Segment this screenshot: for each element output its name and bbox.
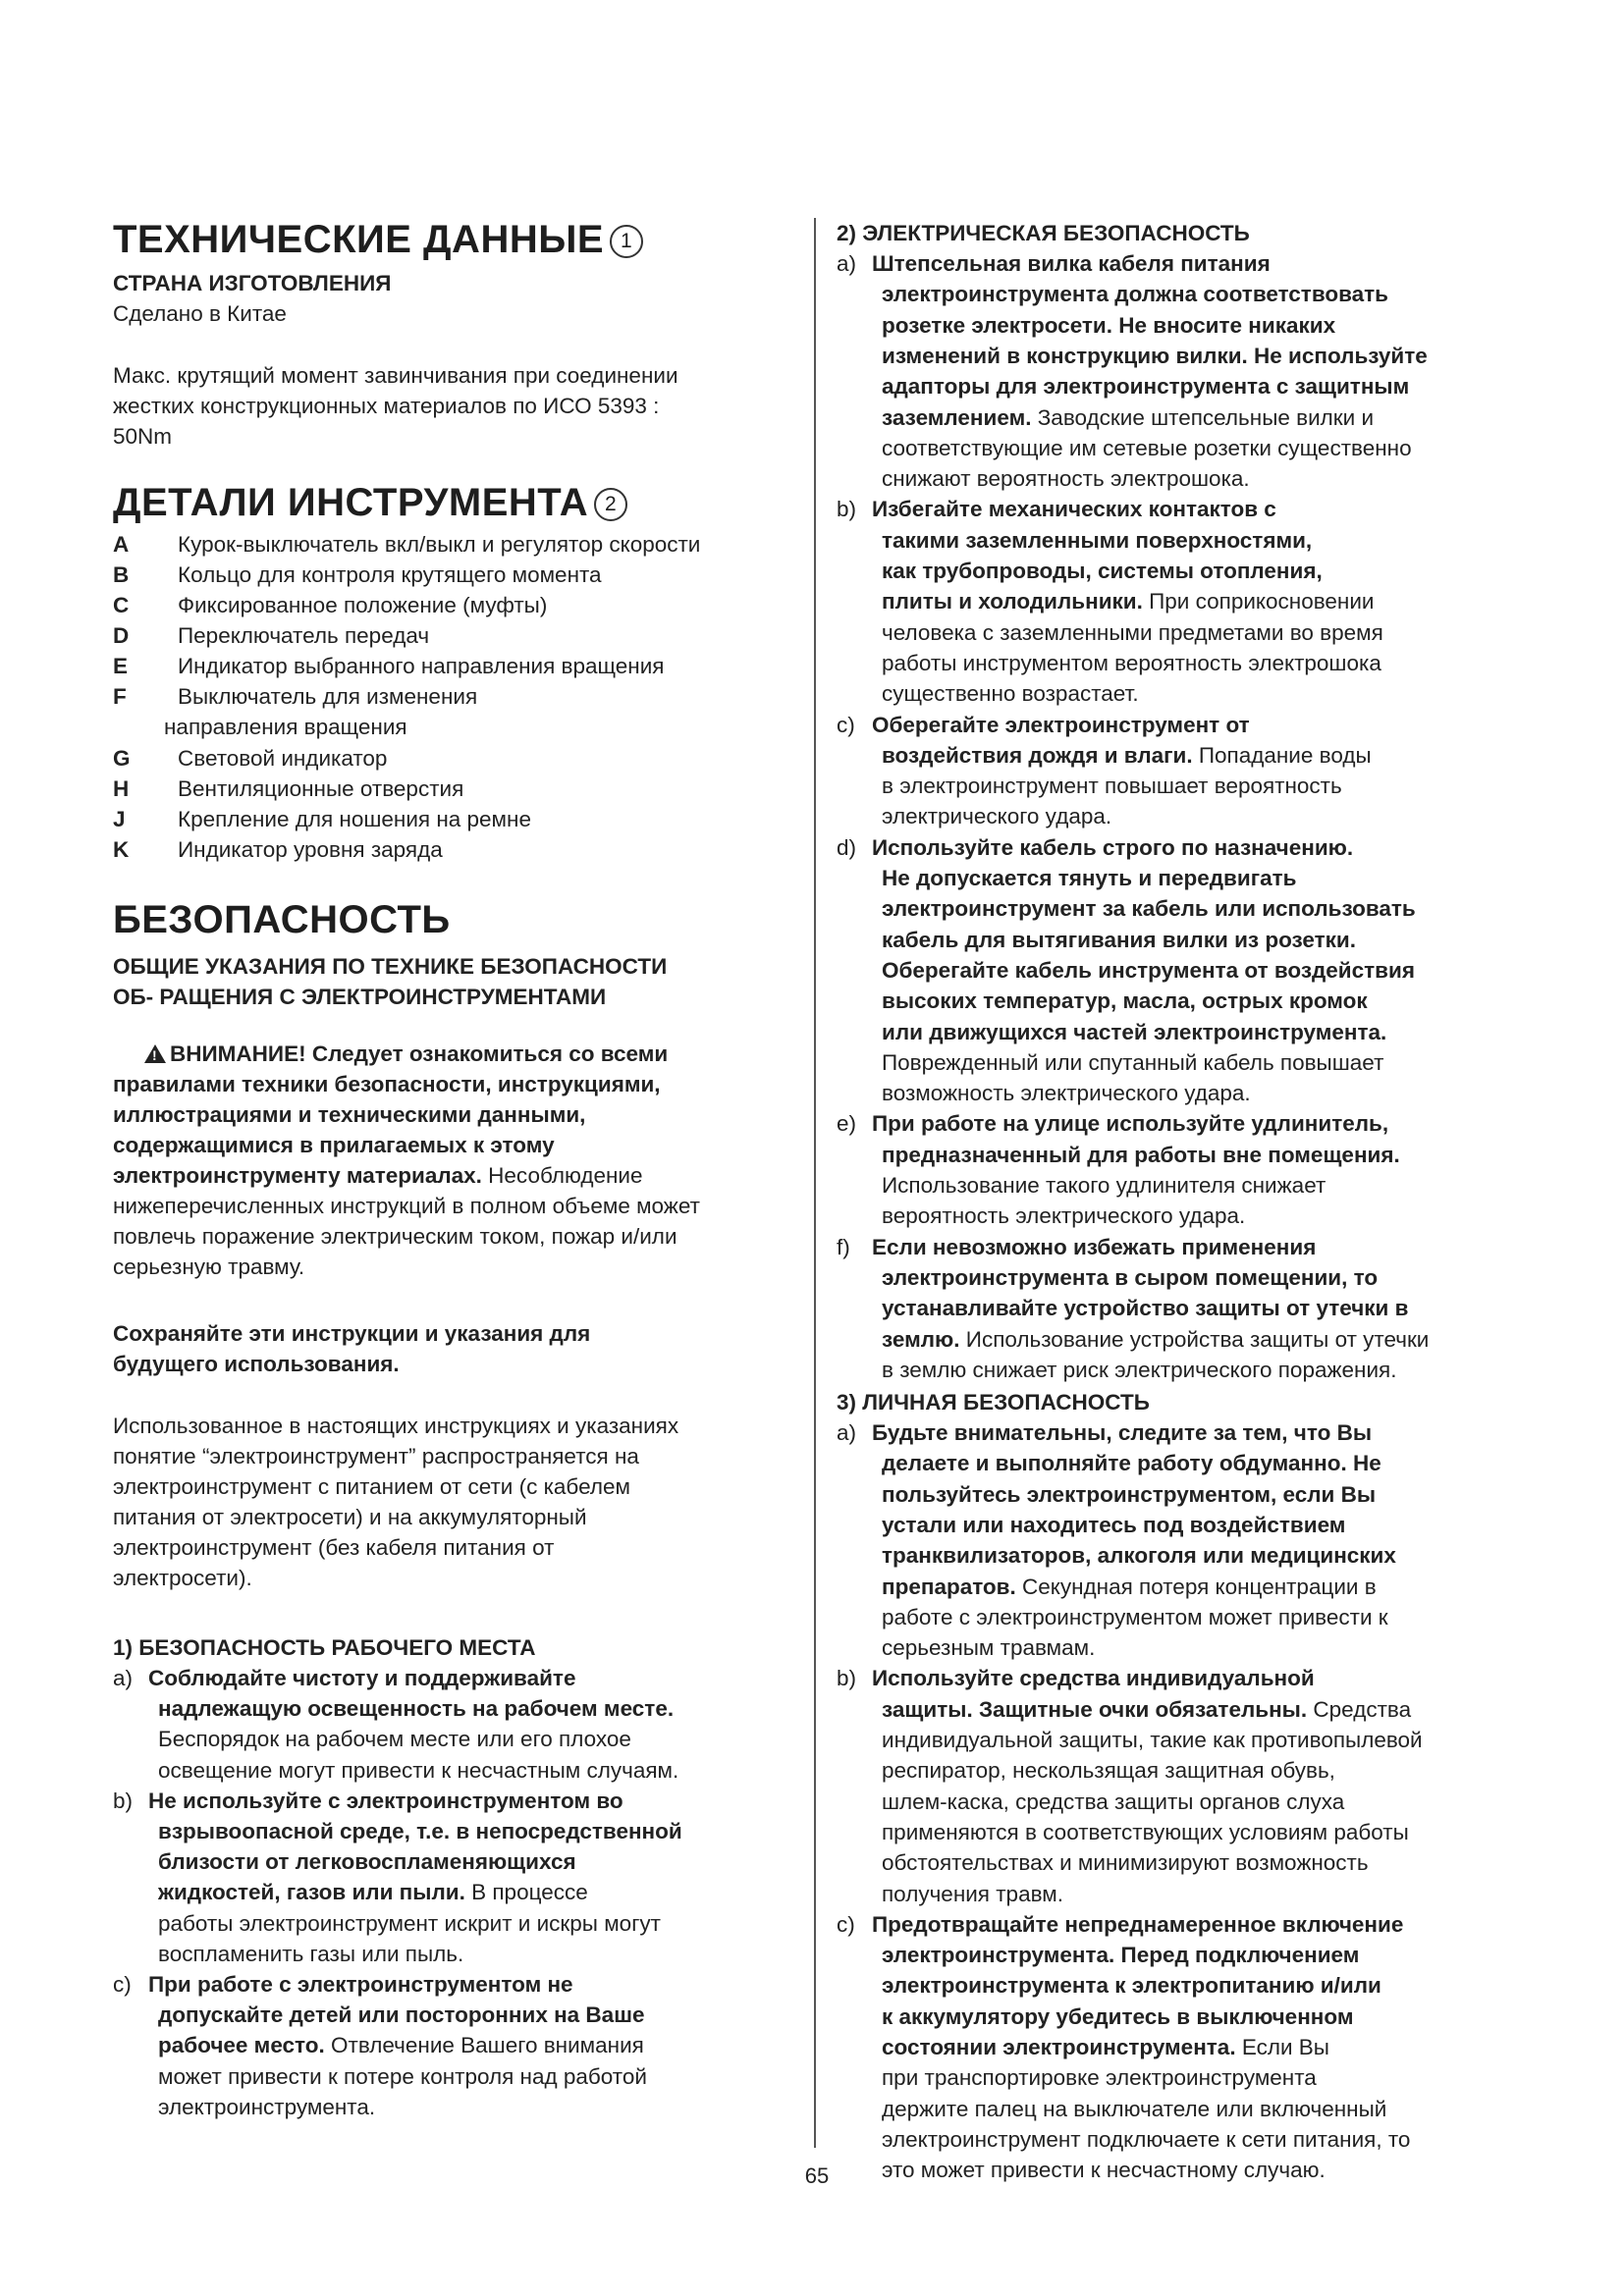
bold-text: близости от легковоспламеняющихся: [158, 1849, 576, 1875]
warning-line: [113, 1072, 661, 1097]
regular-text: держите палец на выключателе или включенный: [882, 2096, 1387, 2121]
bold-text: защиты. Защитные очки обязательны.: [882, 1696, 1308, 1722]
part-letter: A: [113, 532, 130, 557]
bold-text: кабель для вытягивания вилки из розетки.: [882, 927, 1356, 952]
bold-text: иллюстрациями и техническими данными,: [113, 1102, 586, 1127]
regular-text: серьезную травму.: [113, 1255, 305, 1279]
part-letter: H: [113, 776, 130, 801]
part-letter: B: [113, 562, 130, 587]
bold-text: Используйте кабель строго по назначению.: [872, 834, 1354, 860]
item-line: [882, 774, 1342, 799]
item-label: c): [837, 1911, 855, 1937]
regular-text: обстоятельствах и минимизируют возможность: [882, 1850, 1369, 1876]
item-line: [148, 1972, 573, 1998]
item-line: [882, 681, 1139, 707]
regular-text: в электроинструмент повышает вероятность: [882, 774, 1342, 799]
item-line: [882, 405, 1374, 431]
part-description: Индикатор уровня заряда: [178, 837, 443, 862]
regular-text: электроинструмента.: [158, 2094, 376, 2119]
item-line: [882, 1789, 1344, 1815]
regular-text: человека с заземленными предметами во время: [882, 619, 1383, 645]
regular-text: Использование устройства защиты от утечки: [959, 1326, 1430, 1352]
save-line: Сохраняйте эти инструкции и указания для: [113, 1321, 591, 1346]
item-line: [882, 1265, 1378, 1291]
part-letter: F: [113, 684, 127, 709]
bold-text: пользуйтесь электроинструментом, если Вы: [882, 1481, 1377, 1507]
item-line: [882, 1943, 1359, 1968]
bold-text: транквилизаторов, алкоголя или медицинских: [882, 1543, 1396, 1569]
item-label: d): [837, 834, 857, 860]
item-line: [158, 1727, 631, 1752]
regular-text: работы электроинструмент искрит и искры могут: [158, 1910, 661, 1936]
bold-text: Избегайте механических контактов с: [872, 497, 1276, 522]
safety-title: БЕЗОПАСНОСТЬ: [113, 898, 451, 941]
item-line: [882, 436, 1412, 461]
regular-text: это может привести к несчастному случаю.: [882, 2158, 1326, 2183]
bold-text: содержащимися в прилагаемых к этому: [113, 1133, 555, 1157]
warning-line: [144, 1041, 668, 1067]
bold-text: к аккумулятору убедитесь в выключенном: [882, 2003, 1354, 2029]
bold-text: плиты и холодильники.: [882, 589, 1143, 614]
part-letter: D: [113, 623, 130, 648]
part-description: Индикатор выбранного направления вращения: [178, 654, 665, 678]
bold-text: адапторы для электроинструмента с защитным: [882, 374, 1410, 400]
item-line: [158, 2033, 644, 2058]
item-line: [882, 896, 1416, 922]
bold-text: При работе с электроинструментом не: [148, 1972, 573, 1997]
warning-line: [113, 1224, 677, 1250]
bold-text: При работе на улице используйте удлинитель,: [872, 1111, 1389, 1137]
work-safety-heading: 1) БЕЗОПАСНОСТЬ РАБОЧЕГО МЕСТА: [113, 1635, 536, 1660]
item-line: [882, 466, 1250, 492]
regular-text: серьезным травмам.: [882, 1635, 1096, 1661]
regular-text: применяются в соответствующих условиям работы: [882, 1819, 1409, 1844]
regular-text: воспламенить газы или пыль.: [158, 1941, 464, 1966]
usage-line: электроинструмент с питанием от сети (с кабелем: [113, 1474, 630, 1499]
item-line: [882, 1296, 1408, 1321]
bold-text: Не используйте с электроинструментом во: [148, 1788, 623, 1813]
item-line: [882, 928, 1356, 953]
item-line: [882, 559, 1323, 584]
item-label: b): [113, 1788, 134, 1813]
bold-text: электроинструмента к электропитанию и/или: [882, 1973, 1381, 1999]
bold-text: устали или находитесь под воздействием: [882, 1512, 1346, 1537]
regular-text: соответствующие им сетевые розетки существенно: [882, 435, 1412, 460]
item-line: [872, 1111, 1388, 1137]
bold-text: высоких температур, масла, острых кромок: [882, 988, 1368, 1014]
item-line: [882, 2097, 1386, 2122]
part-letter: G: [113, 746, 131, 771]
regular-text: индивидуальной защиты, такие как противопылевой: [882, 1728, 1423, 1752]
regular-text: вероятность электрического удара.: [882, 1203, 1246, 1229]
bold-text: взрывоопасной среде, т.е. в непосредственной: [158, 1819, 682, 1843]
regular-text: Использование такого удлинителя снижает: [882, 1173, 1326, 1198]
item-line: [882, 1543, 1396, 1569]
item-line: [872, 497, 1276, 522]
item-line: [882, 1173, 1326, 1199]
item-line: [882, 1697, 1411, 1723]
item-line: [882, 988, 1368, 1014]
page-number: 65: [804, 2163, 830, 2188]
personal-safety-heading: 3) ЛИЧНАЯ БЕЗОПАСНОСТЬ: [837, 1390, 1150, 1415]
item-label: c): [837, 712, 855, 737]
item-line: [882, 2004, 1353, 2030]
regular-text: электроинструмент подключаете к сети питания, то: [882, 2126, 1411, 2152]
regular-text: шлем-каска, средства защиты органов слуха: [882, 1789, 1345, 1814]
bold-text: надлежащую освещенность на рабочем месте.: [158, 1696, 675, 1722]
bold-text: электроинструмента в сыром помещении, то: [882, 1264, 1379, 1290]
item-line: [158, 2095, 375, 2120]
part-letter: J: [113, 807, 126, 831]
bold-text: Штепсельная вилка кабеля питания: [872, 251, 1271, 276]
item-line: [158, 2002, 644, 2028]
torque-line: жестких конструкционных материалов по ИСО 5393 :: [113, 394, 660, 418]
regular-text: Секундная потеря концентрации в: [1015, 1574, 1377, 1599]
bold-text: воздействия дождя и влаги.: [882, 742, 1193, 768]
regular-text: работы инструментом вероятность электрошока: [882, 650, 1381, 675]
bold-text: землю.: [882, 1326, 960, 1352]
regular-text: Попадание воды: [1192, 742, 1372, 768]
item-line: [882, 1635, 1095, 1661]
bold-text: такими заземленными поверхностями,: [882, 527, 1313, 553]
part-description: направления вращения: [164, 715, 407, 739]
torque-line: Макс. крутящий момент завинчивания при соединении: [113, 363, 678, 388]
bold-text: электроинструменту материалах.: [113, 1163, 482, 1188]
column-divider: [814, 218, 816, 2148]
item-label: f): [837, 1234, 850, 1259]
item-label: b): [837, 497, 857, 522]
part-description: Световой индикатор: [178, 746, 388, 771]
bold-text: устанавливайте устройство защиты от утечки в: [882, 1296, 1409, 1321]
item-line: [882, 1513, 1345, 1538]
warning-triangle-icon: [144, 1044, 166, 1063]
item-label: c): [113, 1972, 132, 1997]
bold-text: розетке электросети. Не вносите никаких: [882, 312, 1336, 338]
item-line: [148, 1789, 623, 1814]
regular-text: возможность электрического удара.: [882, 1081, 1251, 1106]
warning-line: [113, 1194, 700, 1219]
part-description: Фиксированное положение (муфты): [178, 593, 548, 617]
bold-text: Будьте внимательны, следите за тем, что Вы: [872, 1420, 1373, 1445]
regular-text: Если Вы: [1235, 2035, 1329, 2059]
regular-text: Несоблюдение: [481, 1163, 643, 1188]
item-line: [158, 1758, 678, 1784]
item-line: [872, 1912, 1403, 1938]
item-line: [882, 2065, 1317, 2091]
item-line: [882, 1451, 1381, 1476]
item-line: [148, 1666, 575, 1691]
regular-text: нижеперечисленных инструкций в полном объеме может: [113, 1194, 700, 1218]
item-line: [882, 1575, 1377, 1600]
warning-line: [113, 1163, 643, 1189]
bold-text: как трубопроводы, системы отопления,: [882, 559, 1323, 583]
general-heading: ОБЩИЕ УКАЗАНИЯ ПО ТЕХНИКЕ БЕЗОПАСНОСТИ: [113, 954, 668, 979]
warning-line: [113, 1255, 304, 1280]
bold-text: препаратов.: [882, 1574, 1016, 1599]
regular-text: Поврежденный или спутанный кабель повышает: [882, 1049, 1384, 1075]
bold-text: Оберегайте кабель инструмента от воздействия: [882, 957, 1415, 983]
country-text: Сделано в Китае: [113, 301, 287, 326]
item-line: [882, 1850, 1369, 1876]
item-line: [882, 2127, 1410, 2153]
item-line: [872, 713, 1250, 738]
item-label: b): [837, 1666, 857, 1691]
parts-title: ДЕТАЛИ ИНСТРУМЕНТА 2: [113, 481, 627, 525]
item-line: [882, 1605, 1388, 1630]
usage-line: электросети).: [113, 1566, 252, 1590]
bold-text: делаете и выполняйте работу обдуманно. Не: [882, 1451, 1381, 1476]
item-line: [882, 958, 1415, 984]
warning-line: [113, 1133, 555, 1158]
bold-text: электроинструмента. Перед подключением: [882, 1943, 1360, 1968]
item-line: [882, 2158, 1326, 2183]
part-description: Выключатель для изменения: [178, 684, 478, 709]
item-line: [882, 589, 1375, 614]
item-line: [872, 251, 1271, 277]
usage-line: Использованное в настоящих инструкциях и указаниях: [113, 1414, 679, 1438]
bold-text: жидкостей, газов или пыли.: [158, 1880, 465, 1905]
item-line: [872, 1235, 1316, 1260]
item-line: [882, 1758, 1335, 1784]
item-line: [158, 1696, 674, 1722]
item-line: [882, 374, 1409, 400]
bold-text: предназначенный для работы вне помещения.: [882, 1142, 1400, 1167]
regular-text: существенно возрастает.: [882, 681, 1139, 707]
item-line: [882, 743, 1372, 769]
usage-line: питания от электросети) и на аккумуляторный: [113, 1505, 587, 1529]
item-line: [158, 1849, 576, 1875]
part-description: Переключатель передач: [178, 623, 430, 648]
item-line: [882, 1482, 1376, 1508]
usage-line: электроинструмент (без кабеля питания от: [113, 1535, 555, 1560]
item-line: [882, 1020, 1386, 1045]
regular-text: может привести к потере контроля над работой: [158, 2063, 647, 2089]
item-line: [882, 804, 1111, 829]
item-line: [882, 866, 1296, 891]
item-line: [882, 1728, 1423, 1753]
item-line: [882, 1358, 1396, 1383]
bold-text: электроинструмента должна соответствовать: [882, 282, 1389, 307]
electrical-safety-heading: 2) ЭЛЕКТРИЧЕСКАЯ БЕЗОПАСНОСТЬ: [837, 221, 1250, 245]
bold-text: Используйте средства индивидуальной: [872, 1666, 1315, 1691]
figure-ref-circle: 1: [610, 225, 643, 258]
item-label: a): [837, 1420, 857, 1445]
part-description: Вентиляционные отверстия: [178, 776, 464, 801]
save-line: будущего использования.: [113, 1352, 400, 1376]
bold-text: изменений в конструкцию вилки. Не используйте: [882, 343, 1428, 368]
item-line: [158, 1880, 588, 1905]
item-line: [882, 1820, 1409, 1845]
part-description: Курок-выключатель вкл/выкл и регулятор скорости: [178, 532, 701, 557]
regular-text: Отвлечение Вашего внимания: [324, 2033, 644, 2058]
regular-text: респиратор, нескользящая защитная обувь,: [882, 1758, 1335, 1784]
item-line: [882, 528, 1312, 554]
bold-text: Если невозможно избежать применения: [872, 1234, 1317, 1259]
bold-text: Соблюдайте чистоту и поддерживайте: [148, 1666, 576, 1690]
item-line: [882, 1882, 1063, 1907]
item-line: [882, 313, 1335, 339]
item-line: [882, 344, 1428, 369]
bold-text: Предотвращайте непреднамеренное включение: [872, 1911, 1404, 1937]
part-letter: E: [113, 654, 129, 678]
tech-data-title: ТЕХНИЧЕСКИЕ ДАННЫЕ 1: [113, 218, 643, 262]
item-line: [882, 651, 1381, 676]
item-line: [158, 2064, 647, 2090]
regular-text: Средства: [1307, 1696, 1412, 1722]
warning-line: [113, 1102, 585, 1128]
part-description: Кольцо для контроля крутящего момента: [178, 562, 602, 587]
item-line: [882, 620, 1383, 646]
usage-line: понятие “электроинструмент” распространяется на: [113, 1444, 639, 1468]
item-label: a): [113, 1666, 134, 1690]
bold-text: рабочее место.: [158, 2033, 325, 2058]
bold-text: электроинструмент за кабель или использовать: [882, 896, 1416, 922]
regular-text: повлечь поражение электрическим током, пожар и/или: [113, 1224, 677, 1249]
item-line: [882, 1050, 1383, 1076]
item-line: [158, 1819, 682, 1844]
item-line: [882, 2035, 1329, 2060]
item-line: [882, 1143, 1400, 1168]
regular-text: в землю снижает риск электрического поражения.: [882, 1357, 1397, 1382]
regular-text: получения травм.: [882, 1881, 1063, 1906]
country-heading: СТРАНА ИЗГОТОВЛЕНИЯ: [113, 271, 392, 295]
regular-text: Беспорядок на рабочем месте или его плохое: [158, 1727, 631, 1752]
regular-text: работе с электроинструментом может привести к: [882, 1604, 1388, 1629]
item-line: [882, 282, 1388, 307]
item-line: [882, 1973, 1381, 1999]
part-description: Крепление для ношения на ремне: [178, 807, 531, 831]
item-line: [882, 1327, 1429, 1353]
item-line: [158, 1911, 661, 1937]
item-line: [158, 1942, 463, 1967]
item-line: [882, 1203, 1245, 1229]
part-letter: K: [113, 837, 130, 862]
regular-text: При соприкосновении: [1142, 589, 1375, 614]
bold-text: допускайте детей или посторонних на Ваше: [158, 2002, 645, 2028]
part-letter: C: [113, 593, 130, 617]
regular-text: снижают вероятность электрошока.: [882, 466, 1250, 492]
general-heading: ОБ- РАЩЕНИЯ С ЭЛЕКТРОИНСТРУМЕНТАМИ: [113, 985, 607, 1009]
item-label: e): [837, 1111, 857, 1137]
item-line: [872, 1420, 1372, 1446]
item-line: [872, 1666, 1315, 1691]
regular-text: освещение могут привести к несчастным случаям.: [158, 1757, 679, 1783]
bold-text: заземлением.: [882, 404, 1032, 430]
torque-line: 50Nm: [113, 424, 173, 449]
bold-text: состоянии электроинструмента.: [882, 2035, 1236, 2059]
bold-text: правилами техники безопасности, инструкциями,: [113, 1072, 661, 1096]
item-line: [882, 1081, 1251, 1106]
bold-text: Не допускается тянуть и передвигать: [882, 866, 1297, 890]
bold-text: Оберегайте электроинструмент от: [872, 712, 1250, 737]
regular-text: В процессе: [464, 1880, 588, 1905]
bold-text: ВНИМАНИЕ! Следует ознакомиться со всеми: [170, 1041, 669, 1066]
regular-text: электрического удара.: [882, 804, 1112, 829]
bold-text: или движущихся частей электроинструмента.: [882, 1019, 1387, 1044]
figure-ref-circle: 2: [594, 488, 627, 521]
regular-text: Заводские штепсельные вилки и: [1031, 404, 1375, 430]
regular-text: при транспортировке электроинструмента: [882, 2065, 1317, 2091]
item-line: [872, 835, 1353, 861]
item-label: a): [837, 251, 857, 276]
